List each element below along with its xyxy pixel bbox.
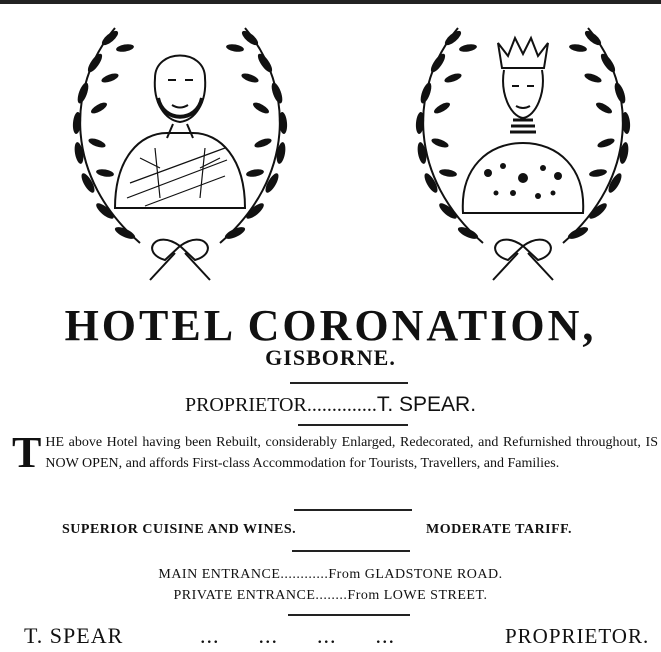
divider [292, 550, 410, 552]
cuisine-note: SUPERIOR CUISINE AND WINES. [62, 522, 297, 537]
announcement-paragraph [12, 428, 658, 477]
town-name: GISBORNE. [265, 345, 396, 370]
divider [298, 424, 408, 426]
divider [294, 509, 412, 511]
tariff-note: MODERATE TARIFF. [426, 522, 572, 537]
announcement-text: HE above Hotel having been Rebuilt, considerably Enlarged, Redecorated, and Refurnished throughout, IS NOW OPEN, and affords First-class Accommodation for Tourists, Travellers, and Families. [45, 435, 658, 471]
proprietor-leader: .............. [306, 394, 377, 416]
queen-portrait-illustration [398, 8, 648, 288]
proprietor-line [0, 393, 661, 417]
proprietor-label: PROPRIETOR [184, 394, 307, 416]
top-border-rule [0, 0, 661, 4]
king-portrait-illustration [55, 8, 305, 288]
entrances-block [0, 564, 661, 606]
hotel-title: HOTEL CORONATION, [64, 301, 597, 350]
proprietor-name: T. SPEAR. [376, 393, 477, 416]
divider [288, 614, 410, 616]
drop-cap: T [12, 428, 42, 477]
private-entrance-line: PRIVATE ENTRANCE........From LOWE STREET. [173, 588, 488, 603]
footer-leader-dots: ... ... ... ... [200, 623, 395, 648]
footer-name: T. SPEAR [24, 623, 124, 648]
footer-role: PROPRIETOR. [505, 624, 650, 648]
divider [290, 382, 408, 384]
main-entrance-line: MAIN ENTRANCE............From GLADSTONE ROAD. [158, 567, 503, 582]
